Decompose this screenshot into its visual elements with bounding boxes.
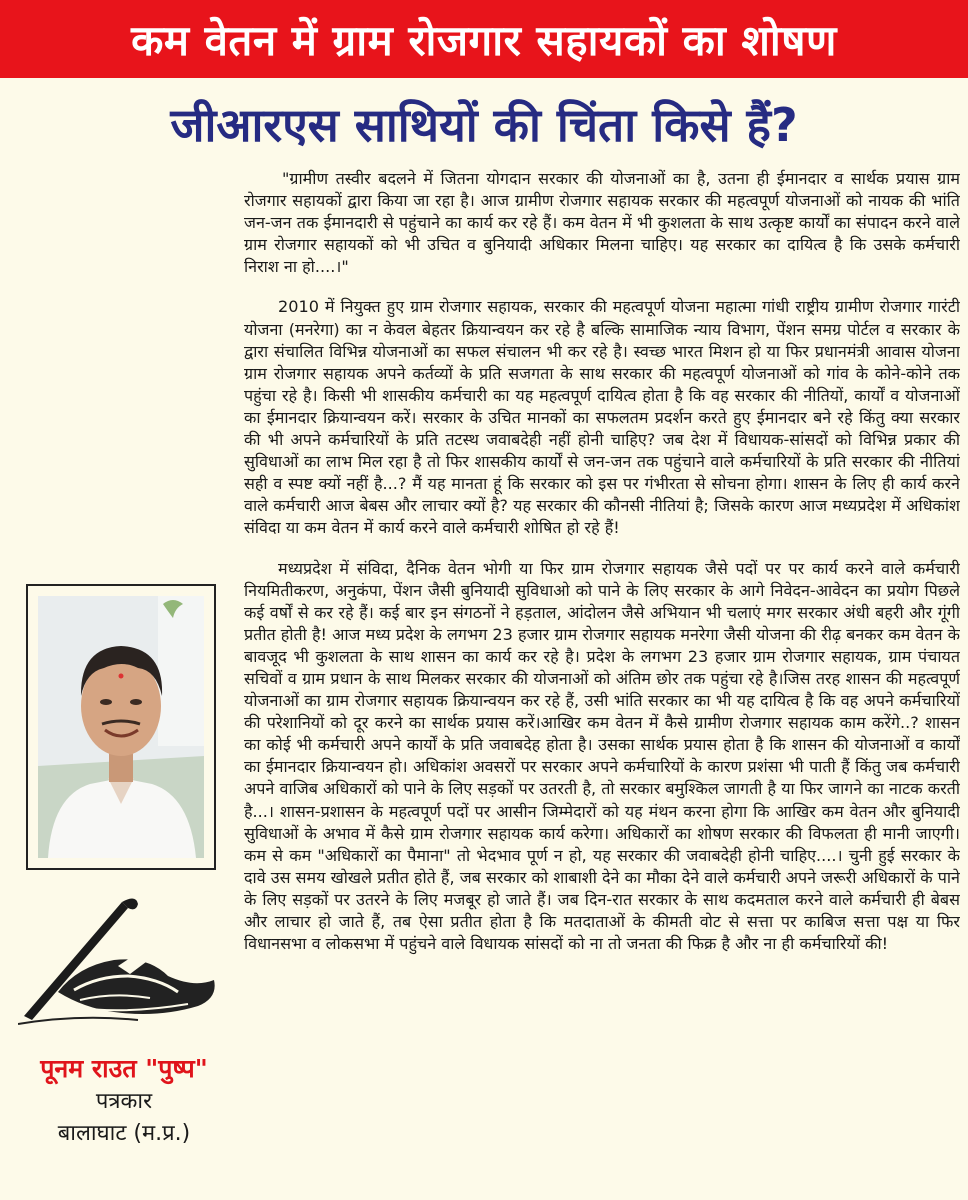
author-portrait-illustration (38, 596, 204, 858)
article-paragraph: मध्यप्रदेश में संविदा, दैनिक वेतन भोगी या फिर ग्राम रोजगार सहायक जैसे पदों पर पर कार्य करने वाले कर्मचारी नियमितीकरण, अनुकंपा, पेंशन जैसी बुनियादी सुविधाओ को पाने के लिए सरकार के आगे निवेदन-आवेदन का प्रयोग पिछले कई वर्षों से कर रहे हैं। कई बार इन संगठनों ने हड़ताल, आंदोलन जैसे अभियान भी चलाएं मगर सरकार अंधी बहरी और गूंगी प्रतीत होती है! आज मध्य प्रदेश के लगभग 23 हजार ग्राम रोजगार सहायक मनरेगा जैसी योजना की रीढ़ बनकर कम वेतन के बावजूद भी कुशलता के साथ शासन का कार्य कर रहे है। प्रदेश के लगभग 23 हजार ग्राम रोजगार सहायक, ग्राम पंचायत सचिवों व ग्राम प्रधान के साथ मिलकर सरकार की योजनाओं को अंतिम छोर तक पहुंचा रहे है।जिस तरह शासन की महत्वपूर्ण योजनाओं का ग्राम रोजगार सहायक क्रियान्वयन कर रहे हैं, उसी भांति सरकार का भी यह दायित्व है कि वह अपने कर्मचारियों की परेशानियों को दूर करने का सार्थक प्रयास करें।आखिर कम वेतन में कैसे ग्रामीण रोजगार सहायक काम करेंगे..? शासन का कोई भी कर्मचारी अपने कार्यों के प्रति जवाबदेह होता है। उसका सार्थक प्रयास होता है कि शासन की योजनाओं व कार्यों का ईमानदार क्रियान्वयन हो। अधिकांश अवसरों पर सरकार अपने कर्मचारियों के कारण प्रशंसा भी पाती हैं किंतु जब कर्मचारी अपने वाजिब अधिकारों को पाने के लिए सड़कों पर उतरती है, तो सरकार बमुश्किल जागती है या फिर जागने का नाटक करती है...। शासन-प्रशासन के महत्वपूर्ण पदों पर आसीन जिम्मेदारों को यह मंथन करना होगा कि आखिर कम वेतन और बुनियादी सुविधाओं के अभाव में कैसे ग्राम रोजगार सहायक कार्य करेगा। अधिकारों का शोषण सरकार की विफलता ही मानी जाएगी। कम से कम "अधिकारों का पैमाना" तो भेदभाव पूर्ण न हो, यह सरकार की जवाबदेही होनी चाहिए....। चुनी हुई सरकार के दावे उस समय खोखले प्रतीत होते हैं, जब सरकार को शाबाशी देने का मौका देने वाले कर्मचारी अपने जरूरी अधिकारों के पाने के लिए सड़कों पर उतरने के लिए मजबूर हो जाते हैं। जब दिन-रात सरकार के साथ कदमताल करने वाले कर्मचारी ही बेबस और लाचार हो जाते हैं, तब ऐसा प्रतीत होता है कि मतदाताओं के कीमती वोट से सत्ता पर काबिज सत्ता पक्ष या फिर विधानसभा व लोकसभा में पहुंचने वाले विधायक सांसदों को ना तो जनता की फिक्र है और ना ही कर्मचारियों की! (244, 558, 960, 954)
pen-writing-illustration (18, 896, 228, 1026)
article-paragraph: 2010 में नियुक्त हुए ग्राम रोजगार सहायक, सरकार की महत्वपूर्ण योजना महात्मा गांधी राष्ट्रीय ग्रामीण रोजगार गारंटी योजना (मनरेगा) का न केवल बेहतर क्रियान्वयन कर रहे है बल्कि सामाजिक न्याय विभाग, पेंशन समग्र पोर्टल व सरकार के द्वारा संचालित विभिन्न योजनाओं का सफल संचालन भी कर रहे है। स्वच्छ भारत मिशन हो या फिर प्रधानमंत्री आवास योजना ग्राम रोजगार सहायक अपने कर्तव्यों के प्रति सजगता के साथ सरकार की महत्वपूर्ण योजनाओं को गांव के कोने-कोने तक पहुंचा रहे है। किसी भी शासकीय कर्मचारी का यह महत्वपूर्ण दायित्व होता है कि वह सरकार की नीतियों, कार्यों व योजनाओं का ईमानदार क्रियान्वयन करें। सरकार के उचित मानकों का सफलतम प्रदर्शन करते हुए ईमानदार बने रहे किंतु क्या सरकार की भी अपने कर्मचारियों के प्रति तटस्थ जवाबदेही नहीं होनी चाहिए? जब देश में विधायक-सांसदों को विभिन्न प्रकार की सुविधाओं का लाभ मिल रहा है तो फिर शासकीय कार्यों से जन-जन तक पहुंचाने वाले कर्मचारियों के प्रति सरकार की नीतियां सही व स्पष्ट क्यों नहीं है...? मैं यह मानता हूं कि सरकार को इस पर गंभीरता से सोचना होगा। शासन के लिए ही कार्य करने वाले कर्मचारी आज बेबस और लाचार क्यों है? यह सरकार की कौनसी नीतियां है; जिसके कारण आज मध्यप्रदेश में अधिकांश संविदा या कम वेतन में कार्य करने वाले कर्मचारी शोषित हो रहे हैं! (244, 297, 960, 538)
banner-title: कम वेतन में ग्राम रोजगार सहायकों का शोषण (131, 15, 837, 65)
article-paragraph-quote: "ग्रामीण तस्वीर बदलने में जितना योगदान सरकार की योजनाओं का है, उतना ही ईमानदार व सार्थक प्रयास ग्राम रोजगार सहायकों द्वारा किया जा रहा है। आज ग्रामीण रोजगार सहायक सरकार की महत्वपूर्ण योजनाओं को नायक की भांति जन-जन तक ईमानदारी से पहुंचाने का कार्य कर रहे हैं। कम वेतन में भी कुशलता के साथ उत्कृष्ट कार्यों का संपादन करने वाले ग्राम रोजगार सहायकों को भी उचित व बुनियादी अधिकार मिलना चाहिए। यह सरकार का दायित्व है कि उसके कर्मचारी निराश ना हो....।" (244, 169, 960, 277)
author-byline (10, 1052, 238, 1150)
headline (0, 84, 968, 164)
author-location: बालाघाट (म.प्र.) (57, 1121, 191, 1146)
author-photo (38, 596, 204, 858)
headline-title: जीआरएस साथियों की चिंता किसे हैं? (170, 98, 798, 152)
author-name: पूनम राउत "पुष्प" (40, 1054, 208, 1083)
quill-pen-icon (18, 896, 228, 1026)
article-body (244, 168, 960, 1193)
title-banner (0, 0, 968, 78)
author-photo-frame (26, 584, 216, 870)
author-role: पत्रकार (95, 1089, 153, 1114)
